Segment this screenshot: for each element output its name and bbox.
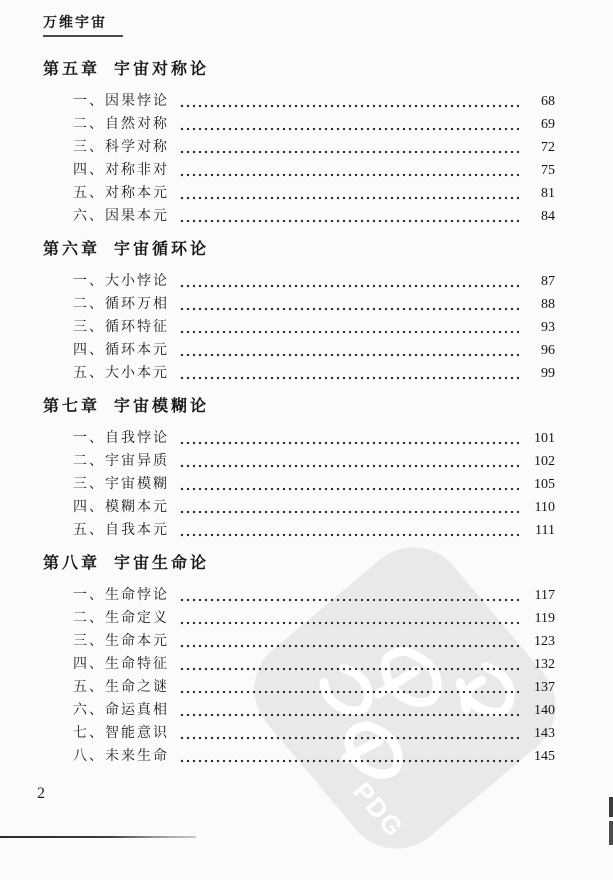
- toc-entry-label: 五、生命之谜: [73, 680, 169, 695]
- dot-leader: [179, 150, 519, 154]
- dot-leader: [179, 487, 519, 491]
- toc-entry-page: 101: [534, 431, 555, 446]
- toc-entry: [43, 676, 555, 699]
- toc-entry: [43, 722, 555, 745]
- toc-entry: [43, 113, 555, 136]
- toc-entry-page: 87: [541, 274, 555, 289]
- toc-entry: [43, 293, 555, 316]
- chapter-title: 第八章 宇宙生命论: [43, 555, 210, 572]
- toc-entry-label: 二、自然对称: [73, 117, 169, 132]
- toc-entry-label: 四、模糊本元: [73, 500, 169, 515]
- toc-entry-label: 三、循环特征: [73, 320, 169, 335]
- dot-leader: [179, 690, 519, 694]
- toc-entry-label: 四、循环本元: [73, 343, 169, 358]
- toc-entry: [43, 630, 555, 653]
- scan-artifact-rule: [0, 836, 196, 838]
- toc-entry: [43, 745, 555, 768]
- toc-entry-page: 75: [541, 163, 555, 178]
- toc-entry-page: 140: [534, 703, 555, 718]
- dot-leader: [179, 464, 519, 468]
- dot-leader: [179, 736, 519, 740]
- dot-leader: [179, 127, 519, 131]
- book-title: 万维宇宙: [43, 14, 107, 30]
- dot-leader: [179, 353, 519, 357]
- toc-entry-label: 二、循环万相: [73, 297, 169, 312]
- toc-entry-label: 六、因果本元: [73, 209, 169, 224]
- toc-entry: [43, 182, 555, 205]
- toc-entry: [43, 205, 555, 228]
- toc-entry-page: 68: [541, 94, 555, 109]
- dot-leader: [179, 307, 519, 311]
- dot-leader: [179, 621, 519, 625]
- dot-leader: [179, 667, 519, 671]
- toc-entry-label: 一、大小悖论: [73, 274, 169, 289]
- toc-entry-page: 81: [541, 186, 555, 201]
- toc-entry: [43, 607, 555, 630]
- dot-leader: [179, 510, 519, 514]
- toc-entry: [43, 339, 555, 362]
- toc-entry-label: 三、科学对称: [73, 140, 169, 155]
- toc-entry-label: 四、对称非对: [73, 163, 169, 178]
- page-header: [43, 12, 123, 37]
- toc-entry-page: 111: [535, 523, 555, 538]
- chapter-block: [43, 56, 555, 228]
- scan-artifact-mark: [609, 821, 613, 845]
- toc-entry-page: 110: [534, 500, 555, 515]
- watermark-pdg-label: PDG: [347, 776, 411, 844]
- dot-leader: [179, 376, 519, 380]
- toc-entry: [43, 699, 555, 722]
- toc-entry: [43, 316, 555, 339]
- toc-entry: [43, 653, 555, 676]
- chapter-title: 第六章 宇宙循环论: [43, 241, 210, 258]
- toc-entry: [43, 159, 555, 182]
- dot-leader: [179, 104, 519, 108]
- toc-entry-label: 一、自我悖论: [73, 431, 169, 446]
- toc-entry-label: 五、大小本元: [73, 366, 169, 381]
- toc-entry: [43, 450, 555, 473]
- toc-entry-label: 六、命运真相: [73, 703, 169, 718]
- dot-leader: [179, 173, 519, 177]
- toc-entry-label: 五、对称本元: [73, 186, 169, 201]
- dot-leader: [179, 219, 519, 223]
- toc-entry-label: 八、未来生命: [73, 749, 169, 764]
- dot-leader: [179, 533, 519, 537]
- scan-artifact-mark: [609, 797, 613, 817]
- toc-entry: [43, 427, 555, 450]
- chapter-block: [43, 393, 555, 542]
- toc-entry-page: 117: [534, 588, 555, 603]
- toc-entry-page: 72: [541, 140, 555, 155]
- chapter-title: 第七章 宇宙模糊论: [43, 398, 210, 415]
- toc-entry-page: 102: [534, 454, 555, 469]
- toc-entry-page: 132: [534, 657, 555, 672]
- toc-entry-page: 96: [541, 343, 555, 358]
- dot-leader: [179, 284, 519, 288]
- dot-leader: [179, 330, 519, 334]
- dot-leader: [179, 644, 519, 648]
- dot-leader: [179, 441, 519, 445]
- toc-entry-label: 一、生命悖论: [73, 588, 169, 603]
- dot-leader: [179, 196, 519, 200]
- dot-leader: [179, 713, 519, 717]
- toc-entry-page: 105: [534, 477, 555, 492]
- toc-entry-label: 二、生命定义: [73, 611, 169, 626]
- toc-entry-page: 88: [541, 297, 555, 312]
- toc-entry-label: 一、因果悖论: [73, 94, 169, 109]
- toc-entry-page: 93: [541, 320, 555, 335]
- toc-entry-label: 五、自我本元: [73, 523, 169, 538]
- toc-entry-page: 84: [541, 209, 555, 224]
- toc-entry-page: 99: [541, 366, 555, 381]
- toc-entry-label: 七、智能意识: [73, 726, 169, 741]
- toc-entry-page: 145: [534, 749, 555, 764]
- toc-entry-page: 69: [541, 117, 555, 132]
- toc-entry-page: 143: [534, 726, 555, 741]
- table-of-contents: [43, 56, 555, 768]
- toc-entry: [43, 90, 555, 113]
- chapter-block: [43, 236, 555, 385]
- toc-entry-page: 123: [534, 634, 555, 649]
- toc-entry: [43, 584, 555, 607]
- toc-entry-label: 四、生命特征: [73, 657, 169, 672]
- toc-entry-page: 119: [534, 611, 555, 626]
- dot-leader: [179, 759, 519, 763]
- toc-entry-label: 三、生命本元: [73, 634, 169, 649]
- page-number: 2: [37, 785, 45, 802]
- chapter-block: [43, 550, 555, 768]
- toc-entry-label: 三、宇宙模糊: [73, 477, 169, 492]
- chapter-title: 第五章 宇宙对称论: [43, 61, 210, 78]
- header-underline: [43, 35, 123, 37]
- toc-entry: [43, 496, 555, 519]
- toc-entry: [43, 136, 555, 159]
- dot-leader: [179, 598, 519, 602]
- toc-entry: [43, 362, 555, 385]
- toc-entry-label: 二、宇宙异质: [73, 454, 169, 469]
- toc-entry: [43, 270, 555, 293]
- toc-entry-page: 137: [534, 680, 555, 695]
- toc-entry: [43, 519, 555, 542]
- toc-entry: [43, 473, 555, 496]
